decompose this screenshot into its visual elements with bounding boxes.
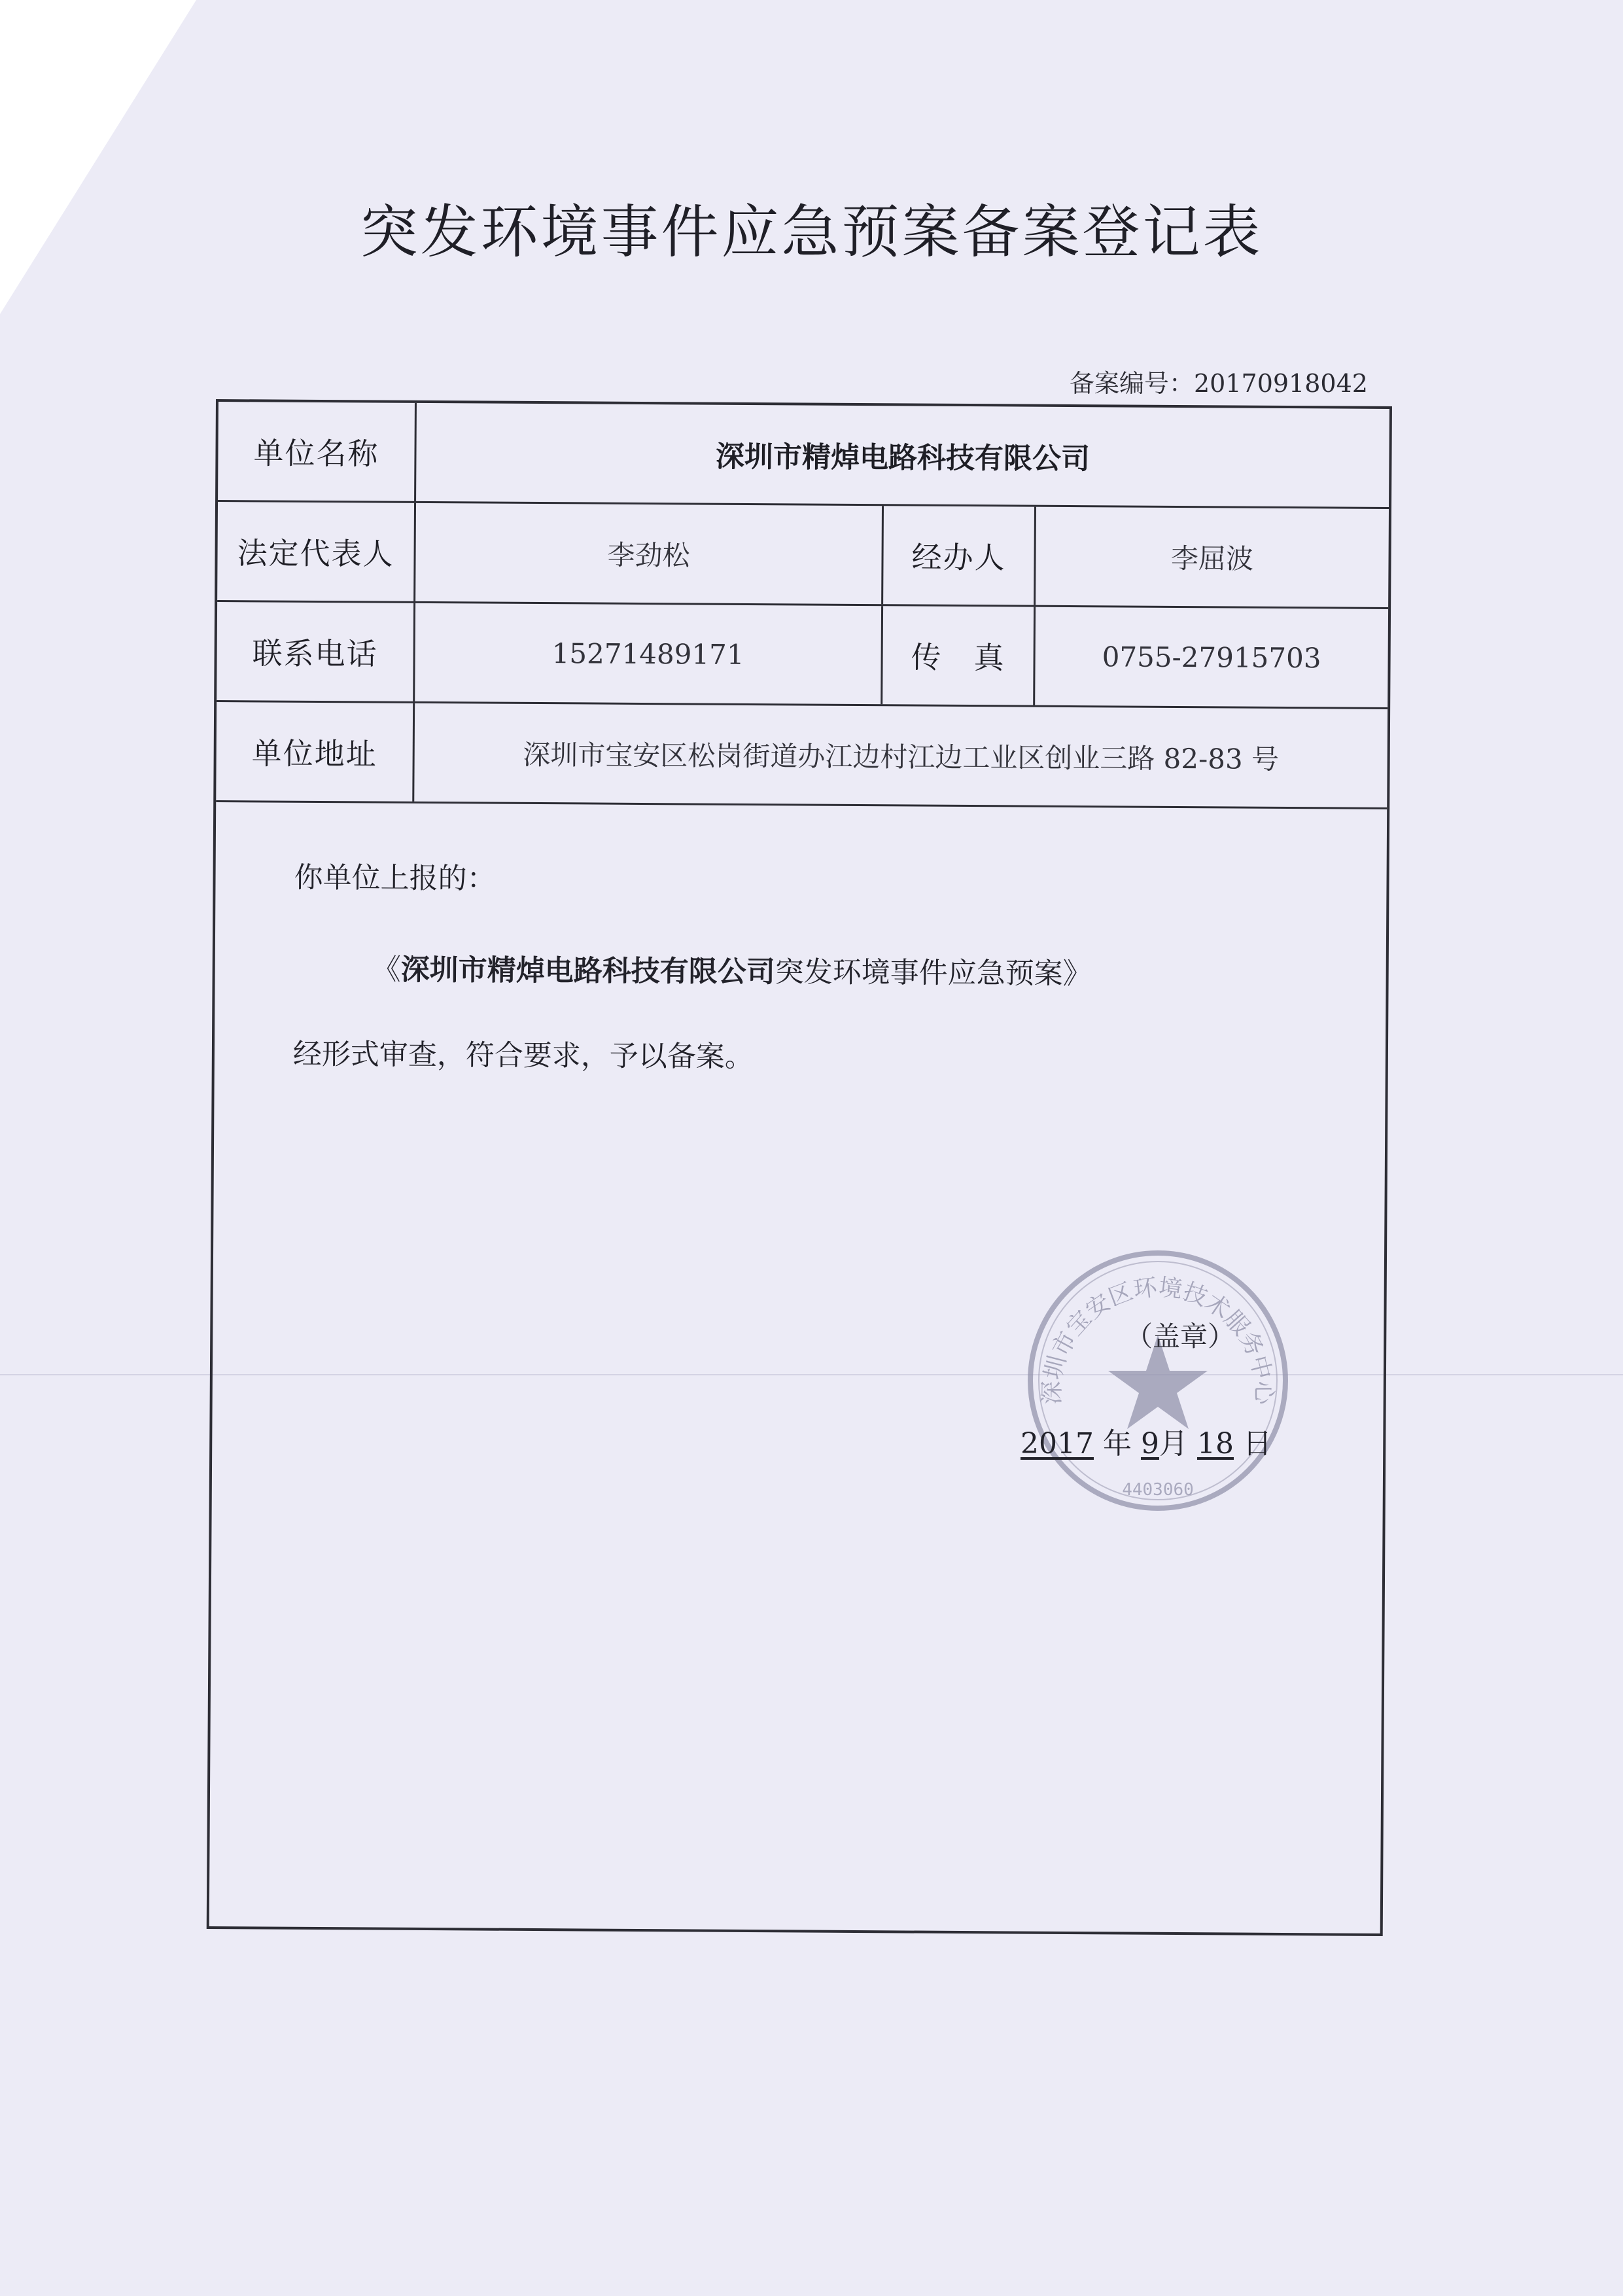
date-year: 2017 [1021,1427,1094,1460]
record-number: 备案编号：20170918042 [1070,369,1368,398]
date-day-unit: 日 [1242,1427,1272,1460]
document-title: 突发环境事件应急预案备案登记表 [360,198,1263,266]
date-month: 9 [1140,1427,1159,1460]
issue-date [1021,1420,1272,1462]
handler-value: 李屈波 [1170,542,1254,575]
fax-value: 0755-27915703 [1102,640,1321,674]
plan-company: 深圳市精焯电路科技有限公司 [400,953,775,989]
seal-text: 深圳市宝安区环境技术服务中心 [1038,1274,1278,1405]
plan-name: 突发环境事件应急预案》 [775,955,1092,991]
body-line-3: 经形式审查，符合要求，予以备案。 [292,1037,754,1074]
legal-rep-value: 李劲松 [415,503,884,604]
row-address [216,702,1387,809]
unit-name-value: 深圳市精焯电路科技有限公司 [715,440,1091,476]
body-plan-line [372,945,1092,992]
date-month-unit: 月 [1159,1427,1188,1460]
plan-open-bracket: 《 [372,953,401,987]
row-unit-name [218,402,1389,509]
registration-form [207,399,1392,1936]
stamp-label: （盖章） [1125,1320,1236,1352]
handler-label: 经办人 [883,506,1036,605]
address-value: 深圳市宝安区松岗街道办江边村江边工业区创业三路 82-83 号 [523,738,1280,775]
seal-code: 4403060 [1122,1480,1194,1500]
body-line-1: 你单位上报的： [294,860,496,896]
address-label: 单位地址 [216,702,415,802]
row-contact [217,602,1388,709]
official-seal-icon [1021,1243,1295,1518]
date-year-unit: 年 [1102,1427,1132,1460]
phone-label: 联系电话 [217,602,415,701]
date-day: 18 [1196,1427,1234,1460]
fax-label: 传 真 [882,606,1036,705]
phone-value: 15271489171 [415,603,883,704]
unit-name-label: 单位名称 [218,402,417,501]
legal-rep-label: 法定代表人 [217,502,416,601]
row-legal-rep [217,502,1389,609]
